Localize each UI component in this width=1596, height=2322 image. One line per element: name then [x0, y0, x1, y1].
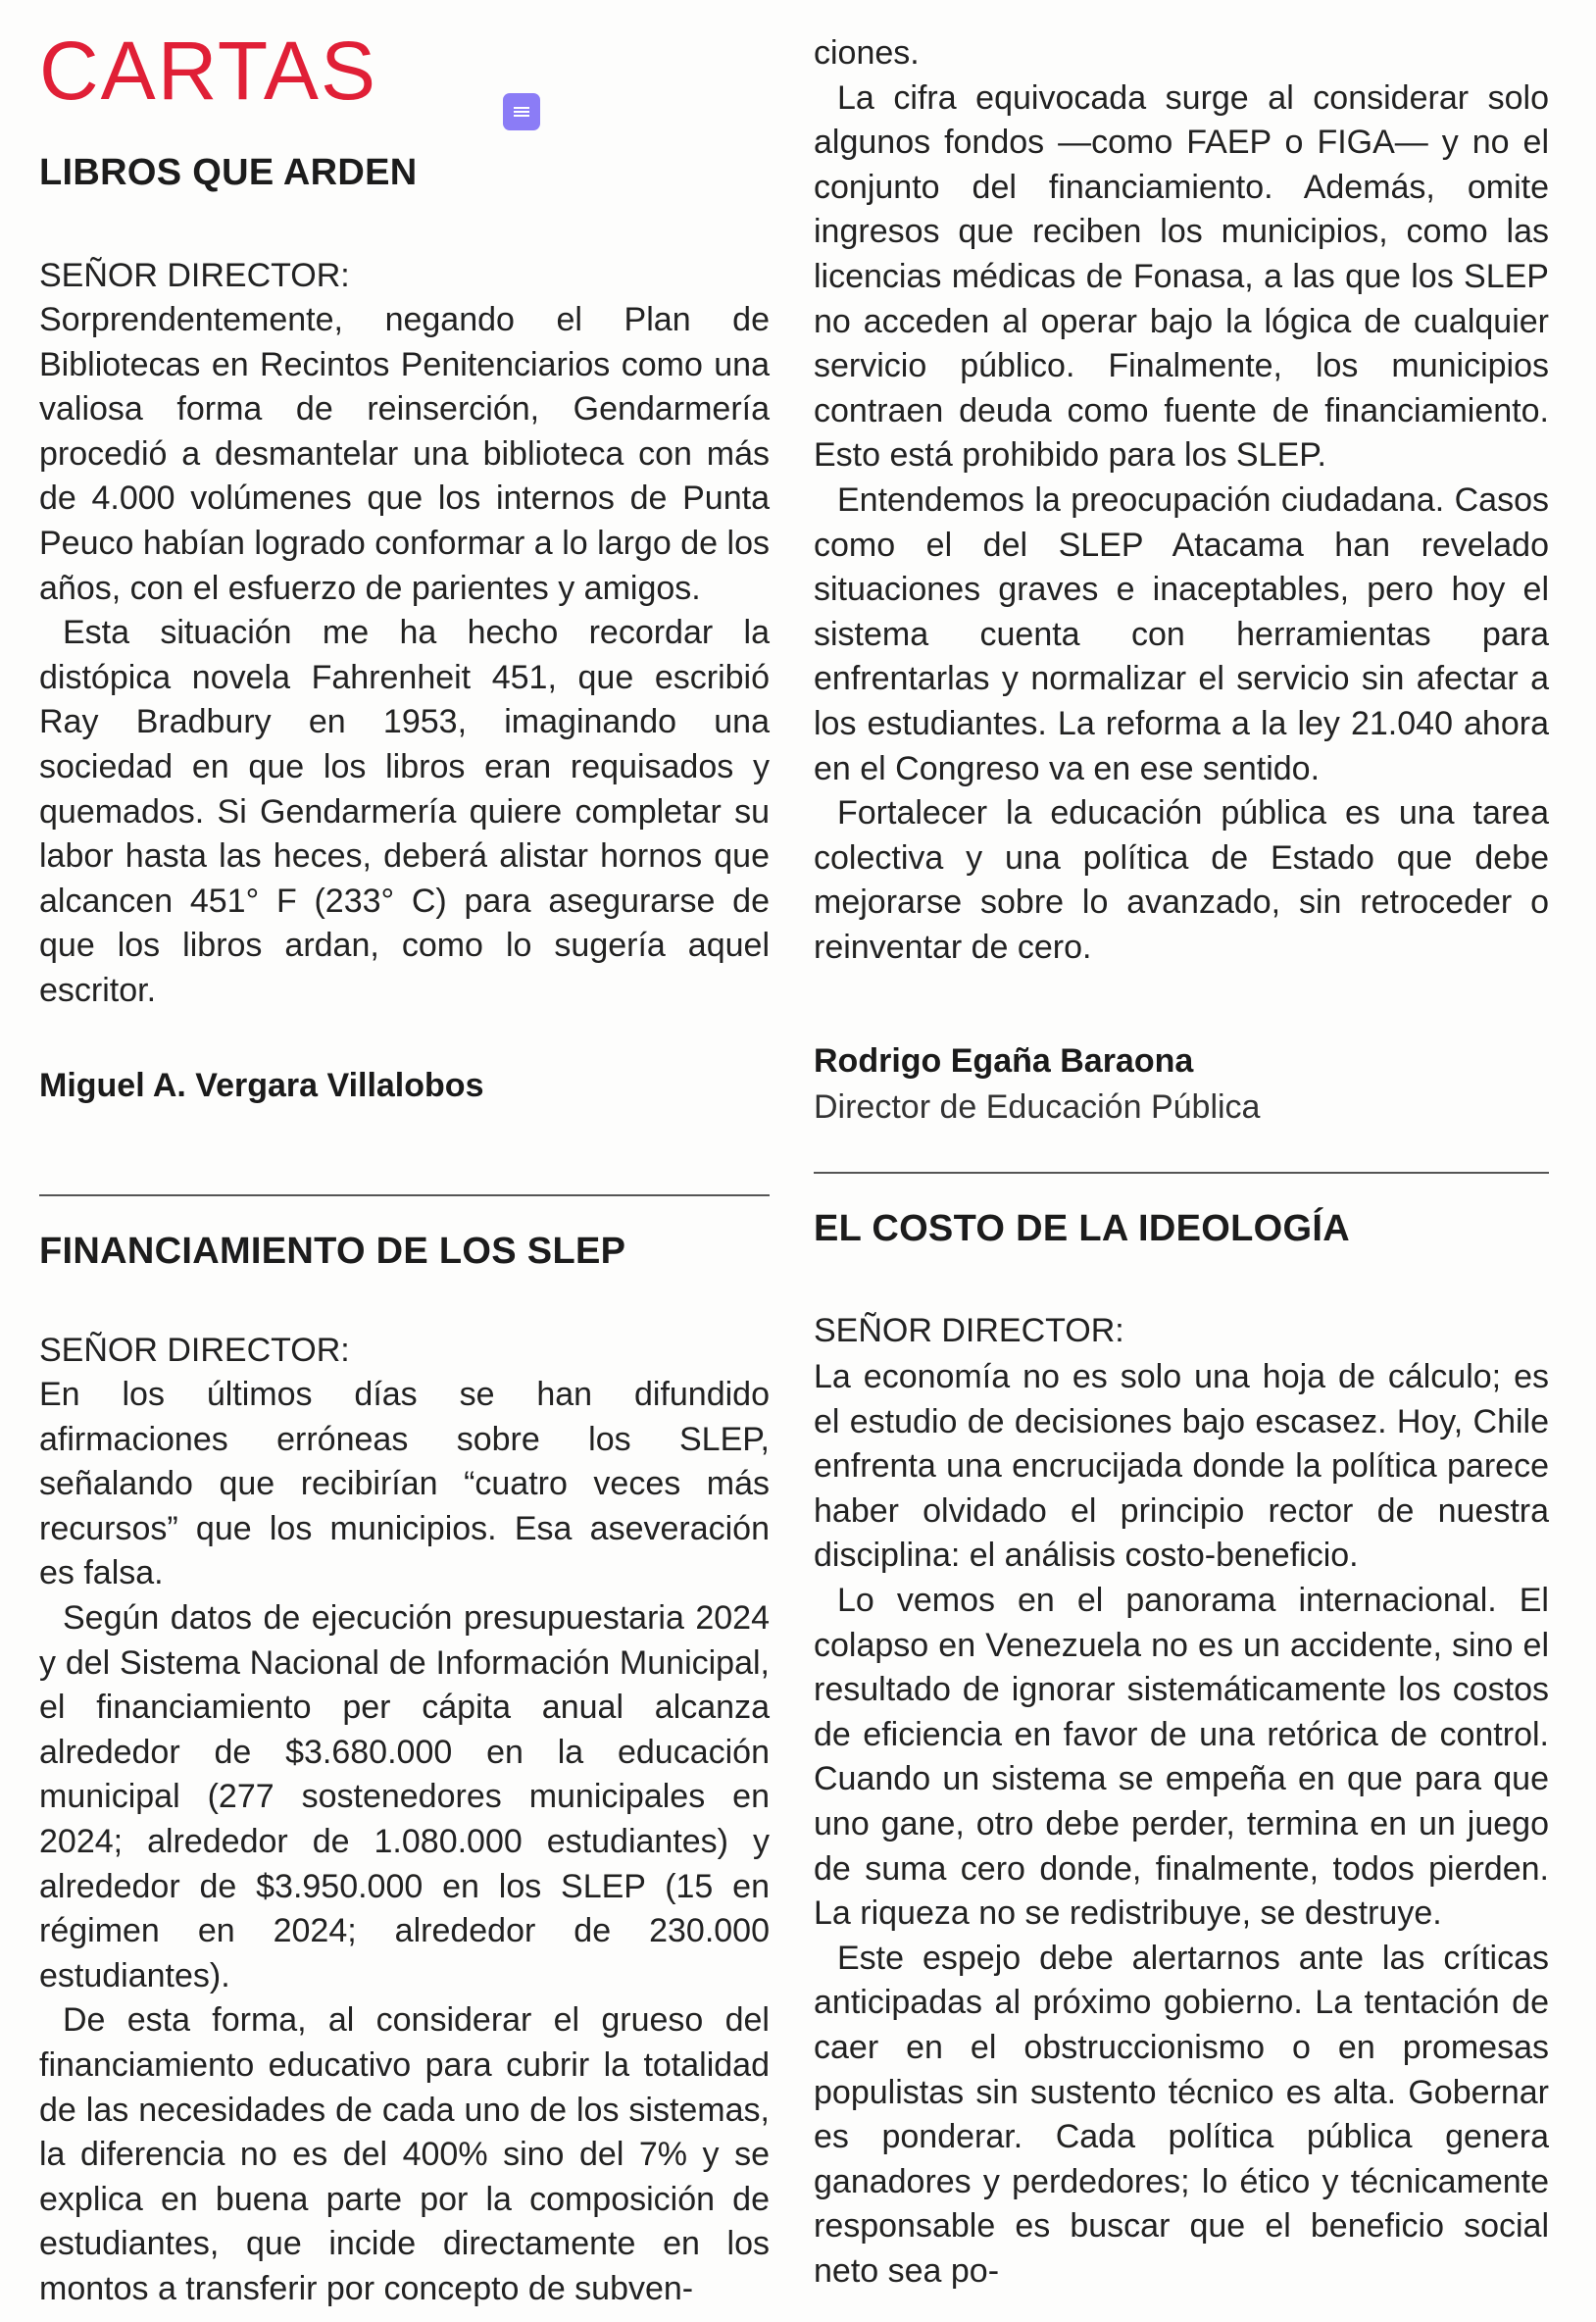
- letter3-paragraph-2: Lo vemos en el panorama internacional. El colapso en Venezuela no es un accidente, sino el resultado de ignorar sistemáticamente los costos de eficiencia en favor de una retórica de control. Cuando un sistema se empeña en que para que uno gane, otro debe perder, termina en un juego de suma cero donde, finalmente, todos pierden. La riqueza no se redistribuye, se destruye.: [814, 1581, 1549, 1933]
- letter1-body: [39, 298, 770, 1014]
- letter2-paragraph-3: De esta forma, al considerar el grueso del financiamiento educativo para cubrir la totalidad de las necesidades de cada uno de los sistemas, la diferencia no es del 400% sino del 7% y se explica en buena parte por la composición de estudiantes, que incide directamente en los montos a transferir por concepto de subven-: [39, 2001, 770, 2307]
- divider-left: [39, 1194, 770, 1196]
- letter3-headline: EL COSTO DE LA IDEOLOGÍA: [814, 1208, 1350, 1249]
- letter3-salutation: SEÑOR DIRECTOR:: [814, 1312, 1124, 1349]
- letter3-body: [814, 1355, 1549, 2294]
- letter1-signature: Miguel A. Vergara Villalobos: [39, 1067, 484, 1104]
- letter2-signature: Rodrigo Egaña Baraona: [814, 1042, 1194, 1080]
- letter2-continued-paragraph-2: La cifra equivocada surge al considerar solo algunos fondos —como FAEP o FIGA— y no el conjunto del financiamiento. Además, omite ingresos que reciben los municipios, como las licencias médicas de Fonasa, a las que los SLEP no acceden al operar bajo la lógica de cualquier servicio público. Finalmente, los municipios contraen deuda como fuente de financiamiento. Esto está prohibido para los SLEP.: [814, 78, 1549, 475]
- letter1-salutation: SEÑOR DIRECTOR:: [39, 257, 350, 294]
- note-icon[interactable]: [503, 93, 540, 130]
- letter1-headline: LIBROS QUE ARDEN: [39, 152, 418, 193]
- letter2-body: [39, 1373, 770, 2311]
- letter2-continued-paragraph-4: Fortalecer la educación pública es una tarea colectiva y una política de Estado que debe mejorarse sobre lo avanzado, sin retroceder o reinventar de cero.: [814, 794, 1549, 966]
- letter2-signer-role: Director de Educación Pública: [814, 1088, 1261, 1126]
- letter2-paragraph-2: Según datos de ejecución presupuestaria 2024 y del Sistema Nacional de Información Municipal, el financiamiento per cápita anual alcanza alrededor de $3.680.000 en la educación municipal (277 sostenedores municipales en 2024; alrededor de 1.080.000 estudiantes) y alrededor de $3.950.000 en los SLEP (15 en régimen en 2024; alrededor de 230.000 estudiantes).: [39, 1598, 770, 1994]
- letter3-paragraph-1: La economía no es solo una hoja de cálculo; es el estudio de decisiones bajo escasez. Hoy, Chile enfrenta una encrucijada donde la política parece haber olvidado el principio rector de nuestra disciplina: el análisis costo-beneficio.: [814, 1358, 1549, 1575]
- letter3-paragraph-3: Este espejo debe alertarnos ante las críticas anticipadas al próximo gobierno. La tentación de caer en el obstruccionismo o en promesas populistas sin sustento técnico es alta. Gobernar es ponderar. Cada política pública genera ganadores y perdedores; lo ético y técnicamente responsable es buscar que el beneficio social neto sea po-: [814, 1939, 1549, 2290]
- letter2-continued-paragraph-1: ciones.: [814, 34, 920, 72]
- letter2-headline: FINANCIAMIENTO DE LOS SLEP: [39, 1231, 626, 1272]
- letter1-paragraph-2: Esta situación me ha hecho recordar la distópica novela Fahrenheit 451, que escribió Ray Bradbury en 1953, imaginando una sociedad en que los libros eran requisados y quemados. Si Gendarmería quiere completar su labor hasta las heces, deberá alistar hornos que alcancen 451° F (233° C) para asegurarse de que los libros ardan, como lo sugería aquel escritor.: [39, 614, 770, 1009]
- letter2-salutation: SEÑOR DIRECTOR:: [39, 1332, 350, 1369]
- letter1-paragraph-1: Sorprendentemente, negando el Plan de Bibliotecas en Recintos Penitenciarios como una valiosa forma de reinserción, Gendarmería procedió a desmantelar una biblioteca con más de 4.000 volúmenes que los internos de Punta Peuco habían logrado conformar a lo largo de los años, con el esfuerzo de parientes y amigos.: [39, 301, 770, 607]
- divider-right: [814, 1172, 1549, 1174]
- section-title: CARTAS: [39, 25, 377, 117]
- letter2-paragraph-1: En los últimos días se han difundido afirmaciones erróneas sobre los SLEP, señalando que recibirían “cuatro veces más recursos” que los municipios. Esa aseveración es falsa.: [39, 1376, 770, 1592]
- letter2-continued-paragraph-3: Entendemos la preocupación ciudadana. Casos como el del SLEP Atacama han revelado situaciones graves e inaceptables, pero hoy el sistema cuenta con herramientas para enfrentarlas y normalizar el servicio sin afectar a los estudiantes. La reforma a la ley 21.040 ahora en el Congreso va en ese sentido.: [814, 480, 1549, 787]
- letter2-continued-body: [814, 31, 1549, 970]
